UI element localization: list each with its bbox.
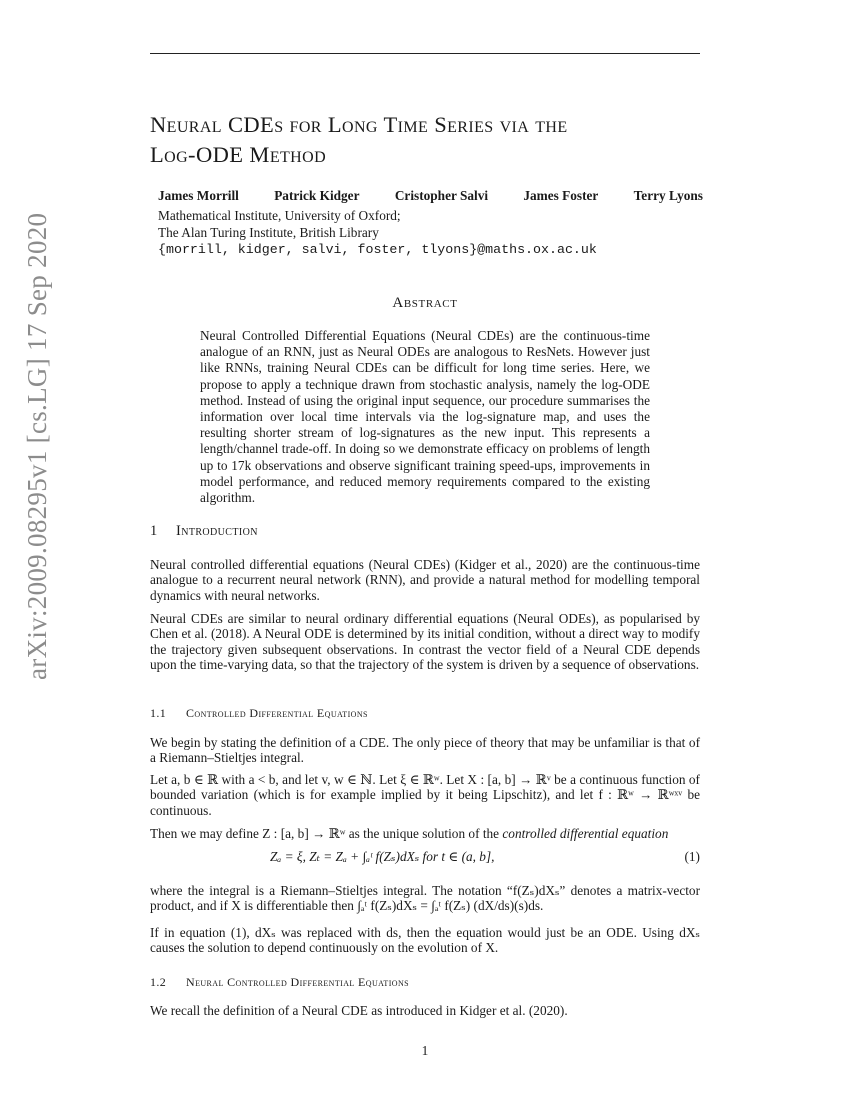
author: Terry Lyons: [633, 188, 703, 203]
subsection-heading-cde: [150, 706, 368, 721]
abstract-text: Neural Controlled Differential Equations (Neural CDEs) are the continuous-time analogue of an RNN, just as Neural ODEs are analogous to ResNets. However just like RNNs, training Neural CDEs can be difficult for long time series. Here, we propose to apply a technique drawn from stochastic analysis, namely the log-ODE method. Instead of using the original input sequence, our procedure summarises the information over local time intervals via the log-signature map, and uses the resulting shorter stream of log-signatures as the new input. This represents a length/channel trade-off. In doing so we demonstrate efficacy on problems of length up to 17k observations and observe significant training speed-ups, improvements in model performance, and reduced memory requirements compared to the existing algorithm.: [200, 328, 650, 506]
page-number: 1: [421, 1043, 429, 1058]
affiliation: [158, 207, 401, 241]
author-emails: {morrill, kidger, salvi, foster, tlyons}@maths.ox.ac.uk: [158, 242, 597, 257]
subsection-title: Controlled Differential Equations: [186, 706, 368, 720]
subsection-heading-neural-cde: [150, 975, 409, 990]
author-list: [158, 188, 703, 204]
equation-number: (1): [684, 849, 700, 864]
cde-paragraph-4: where the integral is a Riemann–Stieltjes integral. The notation “f(Zₛ)dXₛ” denotes a matrix-vector product, and if X is differentiable then ∫ₐᵗ f(Zₛ)dXₛ = ∫ₐᵗ f(Zₛ) (dX/ds)(s)ds.: [150, 883, 700, 914]
cde-paragraph-3-text: Then we may define Z : [a, b] → ℝʷ as the unique solution of the: [150, 826, 503, 841]
subsection-title: Neural Controlled Differential Equations: [186, 975, 409, 989]
intro-paragraph-2: Neural CDEs are similar to neural ordinary differential equations (Neural ODEs), as popularised by Chen et al. (2018). A Neural ODE is determined by its initial condition, without a direct way to modify the trajectory given subsequent observations. In contrast the vector field of a Neural CDE depends upon the time-varying data, so that the trajectory of the system is driven by a sequence of observations.: [150, 611, 700, 672]
paper-title: [150, 110, 710, 170]
author: James Foster: [523, 188, 599, 203]
cde-paragraph-5: If in equation (1), dXₛ was replaced with ds, then the equation would just be an ODE. Using dXₛ causes the solution to depend continuously on the evolution of X.: [150, 925, 700, 956]
title-line-1: Neural CDEs for Long Time Series via the: [150, 112, 568, 137]
cde-paragraph-1: We begin by stating the definition of a CDE. The only piece of theory that may be unfamiliar is that of a Riemann–Stieltjes integral.: [150, 735, 700, 766]
author: James Morrill: [158, 188, 239, 203]
section-title: Introduction: [176, 523, 258, 539]
abstract-heading: Abstract: [392, 295, 458, 311]
section-heading-introduction: [150, 523, 258, 540]
affiliation-line-2: The Alan Turing Institute, British Library: [158, 225, 379, 240]
neural-cde-paragraph-1: We recall the definition of a Neural CDE as introduced in Kidger et al. (2020).: [150, 1003, 568, 1018]
equation-body: Zₐ = ξ, Zₜ = Zₐ + ∫ₐᵗ f(Zₛ)dXₛ for t ∈ (a, b],: [270, 849, 495, 864]
cde-emphasis: controlled differential equation: [502, 826, 669, 841]
cde-paragraph-3: [150, 826, 700, 841]
cde-paragraph-2: Let a, b ∈ ℝ with a < b, and let v, w ∈ ℕ. Let ξ ∈ ℝʷ. Let X : [a, b] → ℝᵛ be a continuous function of bounded variation (which is for example implied by it being Lipschitz), and let f : ℝʷ → ℝʷˣᵛ be continuous.: [150, 772, 700, 818]
arxiv-stamp: arXiv:2009.08295v1 [cs.LG] 17 Sep 2020: [22, 212, 52, 680]
author: Patrick Kidger: [274, 188, 360, 203]
subsection-number: 1.2: [150, 975, 167, 989]
subsection-number: 1.1: [150, 706, 167, 720]
top-rule: [150, 53, 700, 54]
author: Cristopher Salvi: [394, 188, 489, 203]
section-number: 1: [150, 523, 158, 539]
intro-paragraph-1: Neural controlled differential equations (Neural CDEs) (Kidger et al., 2020) are the continuous-time analogue to a recurrent neural network (RNN), and provide a natural method for modelling temporal dynamics with neural networks.: [150, 557, 700, 603]
title-line-2: Log-ODE Method: [150, 142, 327, 167]
affiliation-line-1: Mathematical Institute, University of Oxford;: [158, 208, 401, 223]
